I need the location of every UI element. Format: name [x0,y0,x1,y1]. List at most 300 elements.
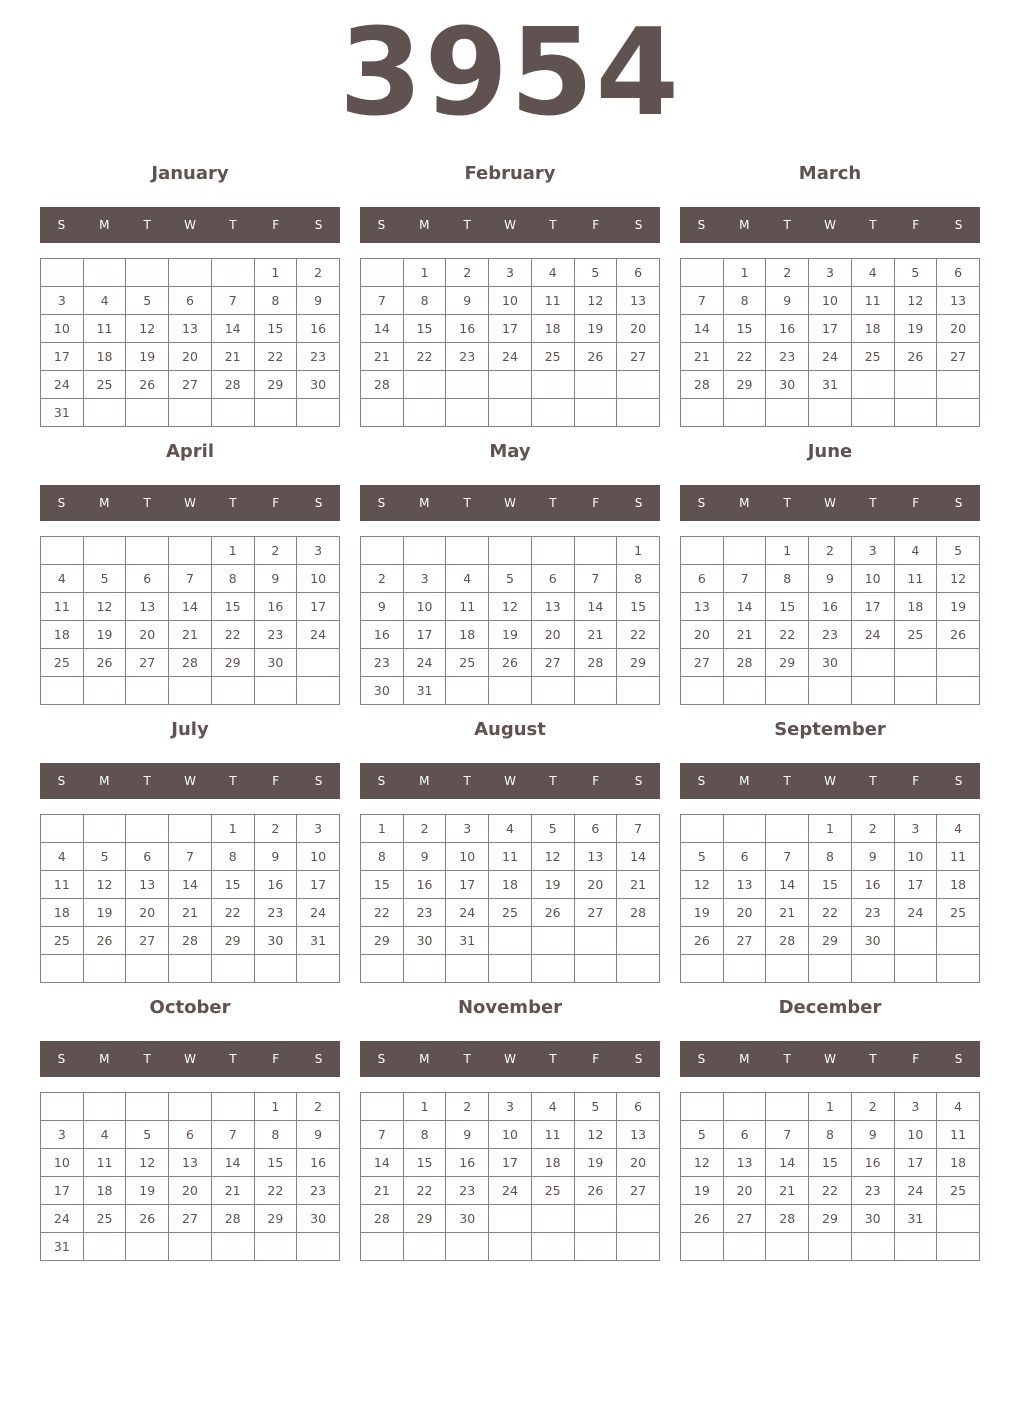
weekday-label: S [697,1052,706,1066]
week-row [41,1121,340,1149]
weekday-label: S [634,774,643,788]
week-row [41,259,340,287]
empty-cell [894,927,937,955]
weekday-label: T [229,1052,237,1066]
empty-cell [83,537,126,565]
day-cell: 1 [361,815,404,843]
day-cell: 5 [894,259,937,287]
day-cell: 16 [851,1149,894,1177]
day-cell: 7 [723,565,766,593]
weekday-label: F [592,218,600,232]
weekday-label: W [824,218,836,232]
day-cell: 23 [297,343,340,371]
day-cell: 22 [211,621,254,649]
weekday-label: S [954,496,963,510]
week-row [41,371,340,399]
empty-cell [809,1233,852,1261]
day-cell: 31 [41,1233,84,1261]
empty-cell [83,677,126,705]
day-cell: 23 [446,343,489,371]
week-row [361,815,660,843]
day-cell: 5 [531,815,574,843]
weekday-label: T [869,1052,877,1066]
day-cell: 25 [937,899,980,927]
empty-cell [894,955,937,983]
day-grid [360,258,660,427]
empty-cell [894,399,937,427]
day-cell: 3 [297,815,340,843]
day-cell: 6 [169,1121,212,1149]
weekday-label: T [783,774,791,788]
empty-cell [617,955,660,983]
day-cell: 14 [361,315,404,343]
day-cell: 27 [937,343,980,371]
day-cell: 27 [126,927,169,955]
empty-cell [169,399,212,427]
day-cell: 23 [297,1177,340,1205]
empty-cell [489,1205,532,1233]
day-cell: 1 [809,1093,852,1121]
day-cell: 2 [851,1093,894,1121]
day-cell: 7 [211,287,254,315]
day-cell: 8 [766,565,809,593]
empty-cell [446,399,489,427]
day-cell: 8 [361,843,404,871]
empty-cell [489,371,532,399]
day-cell: 9 [809,565,852,593]
day-cell: 24 [446,899,489,927]
day-cell: 26 [894,343,937,371]
day-cell: 20 [681,621,724,649]
day-cell: 16 [254,593,297,621]
day-cell: 29 [254,371,297,399]
day-cell: 9 [254,565,297,593]
day-cell: 9 [361,593,404,621]
empty-cell [809,955,852,983]
day-cell: 22 [809,899,852,927]
day-cell: 28 [361,371,404,399]
day-cell: 9 [297,287,340,315]
empty-cell [297,399,340,427]
day-cell: 14 [169,593,212,621]
day-cell: 21 [169,899,212,927]
day-cell: 30 [851,1205,894,1233]
week-row [681,1121,980,1149]
day-cell: 26 [83,649,126,677]
day-cell: 12 [574,1121,617,1149]
day-grid [360,536,660,705]
day-cell: 19 [126,1177,169,1205]
day-cell: 24 [403,649,446,677]
day-cell: 25 [83,1205,126,1233]
day-cell: 25 [41,927,84,955]
day-cell: 5 [574,1093,617,1121]
day-cell: 29 [809,927,852,955]
weekday-label: S [954,774,963,788]
day-cell: 25 [489,899,532,927]
empty-cell [617,371,660,399]
empty-cell [169,815,212,843]
day-cell: 13 [574,843,617,871]
empty-cell [723,537,766,565]
day-cell: 25 [531,1177,574,1205]
empty-cell [297,1233,340,1261]
weekday-label: S [634,496,643,510]
day-cell: 21 [211,1177,254,1205]
weekday-label: W [504,774,516,788]
weekday-label: S [377,774,386,788]
weekday-label: T [869,496,877,510]
day-cell: 3 [41,287,84,315]
weekday-label: F [592,774,600,788]
day-cell: 23 [809,621,852,649]
day-cell: 11 [937,843,980,871]
weekday-header [360,207,660,243]
day-cell: 31 [403,677,446,705]
week-row [41,955,340,983]
day-cell: 12 [531,843,574,871]
empty-cell [681,1233,724,1261]
day-cell: 25 [41,649,84,677]
day-cell: 2 [446,1093,489,1121]
day-cell: 21 [169,621,212,649]
empty-cell [681,815,724,843]
month-august [360,716,660,986]
empty-cell [211,1093,254,1121]
day-cell: 22 [723,343,766,371]
empty-cell [489,399,532,427]
week-row [41,537,340,565]
month-name: October [149,997,231,1018]
day-cell: 13 [169,1149,212,1177]
week-row [361,565,660,593]
day-grid [360,1092,660,1261]
day-cell: 20 [617,1149,660,1177]
day-cell: 14 [361,1149,404,1177]
weekday-label: F [272,496,280,510]
day-cell: 9 [851,1121,894,1149]
day-cell: 27 [723,1205,766,1233]
week-row [681,677,980,705]
day-cell: 18 [937,871,980,899]
day-cell: 6 [617,1093,660,1121]
empty-cell [531,537,574,565]
day-cell: 27 [617,1177,660,1205]
day-cell: 10 [297,565,340,593]
month-name: August [474,719,546,740]
weekday-label: F [272,774,280,788]
empty-cell [766,1093,809,1121]
week-row [681,537,980,565]
week-row [681,1233,980,1261]
day-cell: 3 [894,1093,937,1121]
day-cell: 21 [766,899,809,927]
week-row [361,1177,660,1205]
empty-cell [617,927,660,955]
empty-cell [126,1093,169,1121]
day-cell: 13 [126,593,169,621]
day-cell: 1 [403,1093,446,1121]
empty-cell [723,677,766,705]
day-cell: 2 [361,565,404,593]
day-cell: 2 [766,259,809,287]
week-row [361,871,660,899]
empty-cell [681,677,724,705]
day-cell: 9 [446,1121,489,1149]
day-cell: 11 [531,287,574,315]
empty-cell [809,399,852,427]
weekday-label: F [912,496,920,510]
week-row [41,1149,340,1177]
empty-cell [41,815,84,843]
empty-cell [489,1233,532,1261]
week-row [681,371,980,399]
weekday-label: W [504,1052,516,1066]
empty-cell [211,677,254,705]
day-cell: 24 [851,621,894,649]
day-cell: 3 [489,259,532,287]
day-cell: 17 [297,871,340,899]
week-row [361,843,660,871]
week-row [681,287,980,315]
day-cell: 1 [723,259,766,287]
day-cell: 14 [723,593,766,621]
week-row [681,815,980,843]
week-row [41,815,340,843]
day-cell: 4 [83,287,126,315]
empty-cell [531,1233,574,1261]
empty-cell [489,927,532,955]
week-row [41,677,340,705]
empty-cell [211,399,254,427]
empty-cell [681,1093,724,1121]
empty-cell [297,649,340,677]
day-cell: 29 [766,649,809,677]
weekday-label: S [697,496,706,510]
empty-cell [83,259,126,287]
day-cell: 25 [894,621,937,649]
day-cell: 9 [254,843,297,871]
day-cell: 12 [681,871,724,899]
day-cell: 7 [361,1121,404,1149]
weekday-label: M [739,218,750,232]
day-cell: 26 [489,649,532,677]
day-cell: 4 [489,815,532,843]
empty-cell [361,259,404,287]
day-grid [40,1092,340,1261]
day-cell: 3 [297,537,340,565]
weekday-header [40,763,340,799]
day-cell: 17 [297,593,340,621]
day-cell: 9 [446,287,489,315]
weekday-label: W [184,218,196,232]
empty-cell [211,1233,254,1261]
day-cell: 21 [766,1177,809,1205]
day-cell: 1 [809,815,852,843]
day-cell: 26 [126,371,169,399]
day-cell: 13 [617,287,660,315]
empty-cell [361,399,404,427]
month-may [360,438,660,708]
day-cell: 29 [617,649,660,677]
empty-cell [681,537,724,565]
day-cell: 20 [937,315,980,343]
month-february [360,160,660,430]
empty-cell [41,259,84,287]
empty-cell [937,677,980,705]
day-cell: 27 [126,649,169,677]
empty-cell [531,677,574,705]
empty-cell [489,955,532,983]
day-cell: 15 [809,871,852,899]
day-cell: 8 [403,1121,446,1149]
day-cell: 23 [361,649,404,677]
empty-cell [574,537,617,565]
week-row [681,1093,980,1121]
day-cell: 8 [211,843,254,871]
day-cell: 30 [851,927,894,955]
day-cell: 15 [809,1149,852,1177]
day-cell: 23 [254,621,297,649]
day-grid [40,814,340,983]
day-cell: 15 [361,871,404,899]
day-cell: 18 [489,871,532,899]
weekday-label: W [184,1052,196,1066]
day-cell: 28 [574,649,617,677]
day-cell: 15 [617,593,660,621]
day-cell: 3 [489,1093,532,1121]
day-cell: 21 [681,343,724,371]
day-cell: 22 [254,1177,297,1205]
day-cell: 12 [126,315,169,343]
day-cell: 15 [403,1149,446,1177]
day-cell: 20 [723,899,766,927]
week-row [361,927,660,955]
day-cell: 2 [254,537,297,565]
day-cell: 12 [489,593,532,621]
day-cell: 18 [531,1149,574,1177]
day-cell: 11 [937,1121,980,1149]
day-cell: 8 [809,843,852,871]
day-cell: 4 [937,1093,980,1121]
week-row [681,593,980,621]
week-row [681,871,980,899]
week-row [41,1177,340,1205]
day-cell: 13 [531,593,574,621]
day-cell: 26 [126,1205,169,1233]
day-cell: 24 [894,899,937,927]
empty-cell [574,1205,617,1233]
day-cell: 22 [254,343,297,371]
empty-cell [937,371,980,399]
weekday-label: F [272,1052,280,1066]
day-cell: 22 [361,899,404,927]
day-cell: 7 [766,843,809,871]
day-cell: 19 [126,343,169,371]
empty-cell [723,815,766,843]
day-cell: 25 [446,649,489,677]
weekday-label: S [57,218,66,232]
empty-cell [169,955,212,983]
day-cell: 6 [681,565,724,593]
empty-cell [403,1233,446,1261]
weekday-header [360,1041,660,1077]
empty-cell [126,955,169,983]
weekday-label: M [419,496,430,510]
week-row [41,315,340,343]
day-cell: 20 [574,871,617,899]
day-cell: 23 [446,1177,489,1205]
day-cell: 14 [681,315,724,343]
week-row [681,621,980,649]
day-cell: 6 [937,259,980,287]
day-cell: 2 [254,815,297,843]
day-cell: 21 [723,621,766,649]
day-cell: 16 [809,593,852,621]
month-june [680,438,980,708]
empty-cell [531,927,574,955]
weekday-label: W [504,496,516,510]
day-cell: 7 [361,287,404,315]
day-cell: 7 [766,1121,809,1149]
month-january [40,160,340,430]
day-cell: 8 [403,287,446,315]
day-cell: 19 [531,871,574,899]
weekday-label: F [592,1052,600,1066]
weekday-label: S [954,218,963,232]
month-december [680,994,980,1264]
week-row [681,1149,980,1177]
day-cell: 18 [41,621,84,649]
empty-cell [531,1205,574,1233]
weekday-label: T [549,218,557,232]
day-cell: 30 [403,927,446,955]
month-october [40,994,340,1264]
week-row [361,537,660,565]
empty-cell [126,399,169,427]
day-cell: 7 [169,565,212,593]
day-cell: 28 [766,1205,809,1233]
day-cell: 12 [126,1149,169,1177]
weekday-label: T [463,1052,471,1066]
day-cell: 1 [254,259,297,287]
day-cell: 19 [574,315,617,343]
week-row [681,899,980,927]
day-cell: 17 [851,593,894,621]
weekday-label: W [504,218,516,232]
empty-cell [169,1093,212,1121]
empty-cell [83,815,126,843]
week-row [361,677,660,705]
day-cell: 18 [851,315,894,343]
day-cell: 11 [41,593,84,621]
weekday-label: S [57,1052,66,1066]
empty-cell [681,955,724,983]
weekday-label: M [99,774,110,788]
weekday-header [360,485,660,521]
day-cell: 14 [766,871,809,899]
empty-cell [446,1233,489,1261]
empty-cell [617,677,660,705]
day-cell: 29 [254,1205,297,1233]
day-cell: 27 [169,371,212,399]
empty-cell [403,537,446,565]
day-cell: 18 [531,315,574,343]
day-cell: 5 [574,259,617,287]
day-cell: 24 [894,1177,937,1205]
month-name: March [798,163,862,184]
day-cell: 2 [403,815,446,843]
